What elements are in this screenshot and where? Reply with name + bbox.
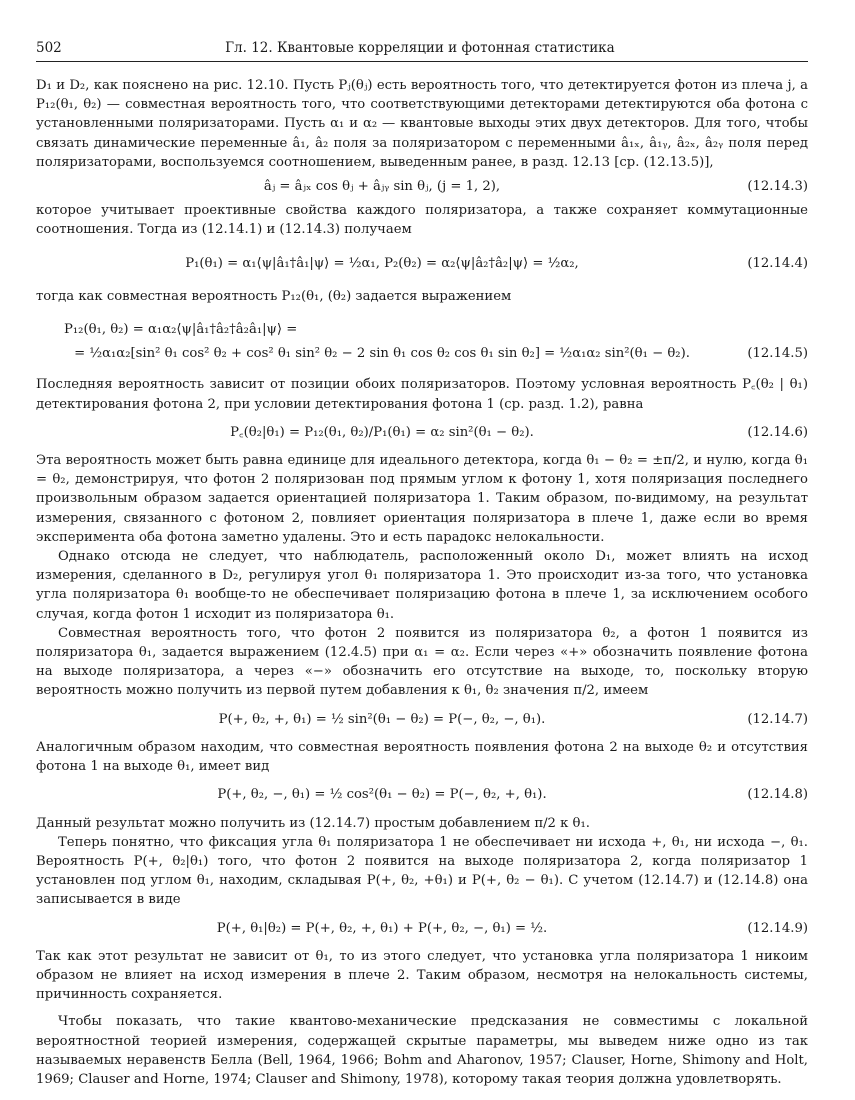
equation-12-14-5-line1 [36, 320, 808, 339]
equation-number: (12.14.8) [747, 787, 808, 803]
paragraph-bell-inequalities: Чтобы показать, что такие квантово-механические предсказания не совместимы с локальной вероятностной теорией измерения, содержащей скрытые параметры, мы выведем ниже одно из так называемых неравенств Белла (Bell, 1964, 1966; Bohm and Aharonov, 1957; Clauser, Horne, Shimony and Holt, 1969; Clauser and Horne, 1974; Clauser and Shimony, 1978), которому такая теория должна удовлетворять. [36, 1014, 808, 1087]
equation-12-14-6 [36, 423, 808, 442]
equation-text: P(+, θ₁|θ₂) = P(+, θ₂, +, θ₁) + P(+, θ₂, −, θ₁) = ½. [216, 920, 548, 936]
equation-number: (12.14.7) [747, 711, 808, 727]
paragraph-joint-probability: тогда как совместная вероятность P₁₂(θ₁, (θ₂) задается выражением [36, 288, 512, 304]
equation-12-14-5-line2 [36, 344, 808, 363]
equation-number: (12.14.3) [747, 179, 808, 195]
equation-12-14-8 [36, 785, 808, 804]
running-header [36, 40, 808, 62]
paragraph-conditional-probability: Последняя вероятность зависит от позиции обоих поляризаторов. Поэтому условная вероятность P꜀(θ₂ | θ₁) детектирования фотона 2, при условии детектирования фотона 1 (ср. разд. 1.2), равна [36, 377, 808, 412]
running-title: Гл. 12. Квантовые корреляции и фотонная статистика [225, 40, 615, 56]
paragraph-analogous: Аналогичным образом находим, что совместная вероятность появления фотона 2 на выходе θ₂ и отсутствия фотона 1 на выходе θ₁, имеет вид [36, 739, 808, 775]
page-body [36, 76, 808, 1089]
equation-text: = ½α₁α₂[sin² θ₁ cos² θ₂ + cos² θ₁ sin² θ₂ − 2 sin θ₁ cos θ₂ cos θ₁ sin θ₂] = ½α₁α₂ sin²(θ₁ − θ₂). [74, 346, 690, 362]
page [36, 40, 808, 1089]
paragraph-causality-preserved: Так как этот результат не зависит от θ₁, то из этого следует, что установка угла поляризатора 1 никоим образом не влияет на исход измерения в плече 2. Таким образом, несмотря на нелокальность системы, причинность сохраняется. [36, 948, 808, 1003]
equation-12-14-4 [36, 254, 808, 273]
equation-text: P꜀(θ₂|θ₁) = P₁₂(θ₁, θ₂)/P₁(θ₁) = α₂ sin²(θ₁ − θ₂). [230, 424, 534, 440]
equation-text: âⱼ = âⱼₓ cos θⱼ + âⱼᵧ sin θⱼ, (j = 1, 2), [263, 179, 501, 195]
paragraph-result-derivation: Данный результат можно получить из (12.14.7) простым добавлением π/2 к θ₁. [36, 815, 590, 831]
paragraph-projective-properties: которое учитывает проективные свойства каждого поляризатора, а также сохраняет коммутационные соотношения. Тогда из (12.14.1) и (12.14.3) получаем [36, 203, 808, 238]
equation-number: (12.14.4) [747, 255, 808, 271]
equation-text: P₁₂(θ₁, θ₂) = α₁α₂⟨ψ|â₁†â₂†â₂â₁|ψ⟩ = [64, 322, 298, 338]
equation-text: P(+, θ₂, −, θ₁) = ½ cos²(θ₁ − θ₂) = P(−, θ₂, +, θ₁). [217, 787, 547, 803]
paragraph-nonlocality-paradox: Эта вероятность может быть равна единице для идеального детектора, когда θ₁ − θ₂ = ±π/2, и нулю, когда θ₁ = θ₂, демонстрируя, что фотон 2 поляризован под прямым углом к фотону 1, хотя поляризация последнего произвольным образом задается ориентацией поляризатора 1. Таким образом, по-видимому, на результат измерения, связанного с фотоном 2, повлияет ориентация поляризатора в плече 1, даже если во время эксперимента оба фотона заметно удалены. Это и есть парадокс нелокальности. [36, 453, 808, 545]
equation-text: P(+, θ₂, +, θ₁) = ½ sin²(θ₁ − θ₂) = P(−, θ₂, −, θ₁). [218, 711, 546, 727]
equation-text: P₁(θ₁) = α₁⟨ψ|â₁†â₁|ψ⟩ = ½α₁, P₂(θ₂) = α₂⟨ψ|â₂†â₂|ψ⟩ = ½α₂, [185, 255, 579, 271]
paragraph-angle-fixation: Теперь понятно, что фиксация угла θ₁ поляризатора 1 не обеспечивает ни исхода +, θ₁, ни исхода −, θ₁. Вероятность P(+, θ₂|θ₁) того, что фотон 2 появится на выходе поляризатора 2, когда поляризатор 1 установлен под углом θ₁, находим, складывая P(+, θ₂, +θ₁) и P(+, θ₂ − θ₁). С учетом (12.14.7) и (12.14.8) она записывается в виде [36, 834, 808, 908]
equation-12-14-3 [36, 177, 808, 196]
paragraph-observer-d1: Однако отсюда не следует, что наблюдатель, расположенный около D₁, может влиять на исход измерения, сделанного в D₂, регулируя угол θ₁ поляризатора 1. Это происходит из-за того, что установка угла поляризатора θ₁ вообще-то не обеспечивает поляризацию фотона в плече 1, за исключением особого случая, когда фотон 1 исходит из поляризатора θ₁. [36, 549, 808, 622]
paragraph-joint-emergence: Совместная вероятность того, что фотон 2 появится из поляризатора θ₂, а фотон 1 появится из поляризатора θ₁, задается выражением (12.4.5) при α₁ = α₂. Если через «+» обозначить появление фотона на выходе поляризатора, а через «−» обозначить его отсутствие на выходе, то, поскольку вторую вероятность можно получить из первой путем добавления к θ₁, θ₂ значения π/2, имеем [36, 625, 808, 699]
equation-12-14-7 [36, 710, 808, 729]
equation-number: (12.14.9) [747, 920, 808, 936]
equation-number: (12.14.6) [747, 424, 808, 440]
equation-number: (12.14.5) [747, 346, 808, 362]
paragraph-d1-d2-definitions: D₁ и D₂, как пояснено на рис. 12.10. Пусть Pⱼ(θⱼ) есть вероятность того, что детектируется фотон из плеча j, а P₁₂(θ₁, θ₂) — совместная вероятность того, что соответствующими детекторами детектируются оба фотона с установленными поляризаторами. Пусть α₁ и α₂ — квантовые выходы этих двух детекторов. Для того, чтобы связать динамические переменные â₁, â₂ поля за поляризатором с переменными â₁ₓ, â₁ᵧ, â₂ₓ, â₂ᵧ поля перед поляризаторами, воспользуемся соотношением, выведенным ранее, в разд. 12.13 [ср. (12.13.5)], [36, 78, 808, 170]
equation-12-14-9 [36, 919, 808, 938]
page-number: 502 [36, 40, 62, 56]
